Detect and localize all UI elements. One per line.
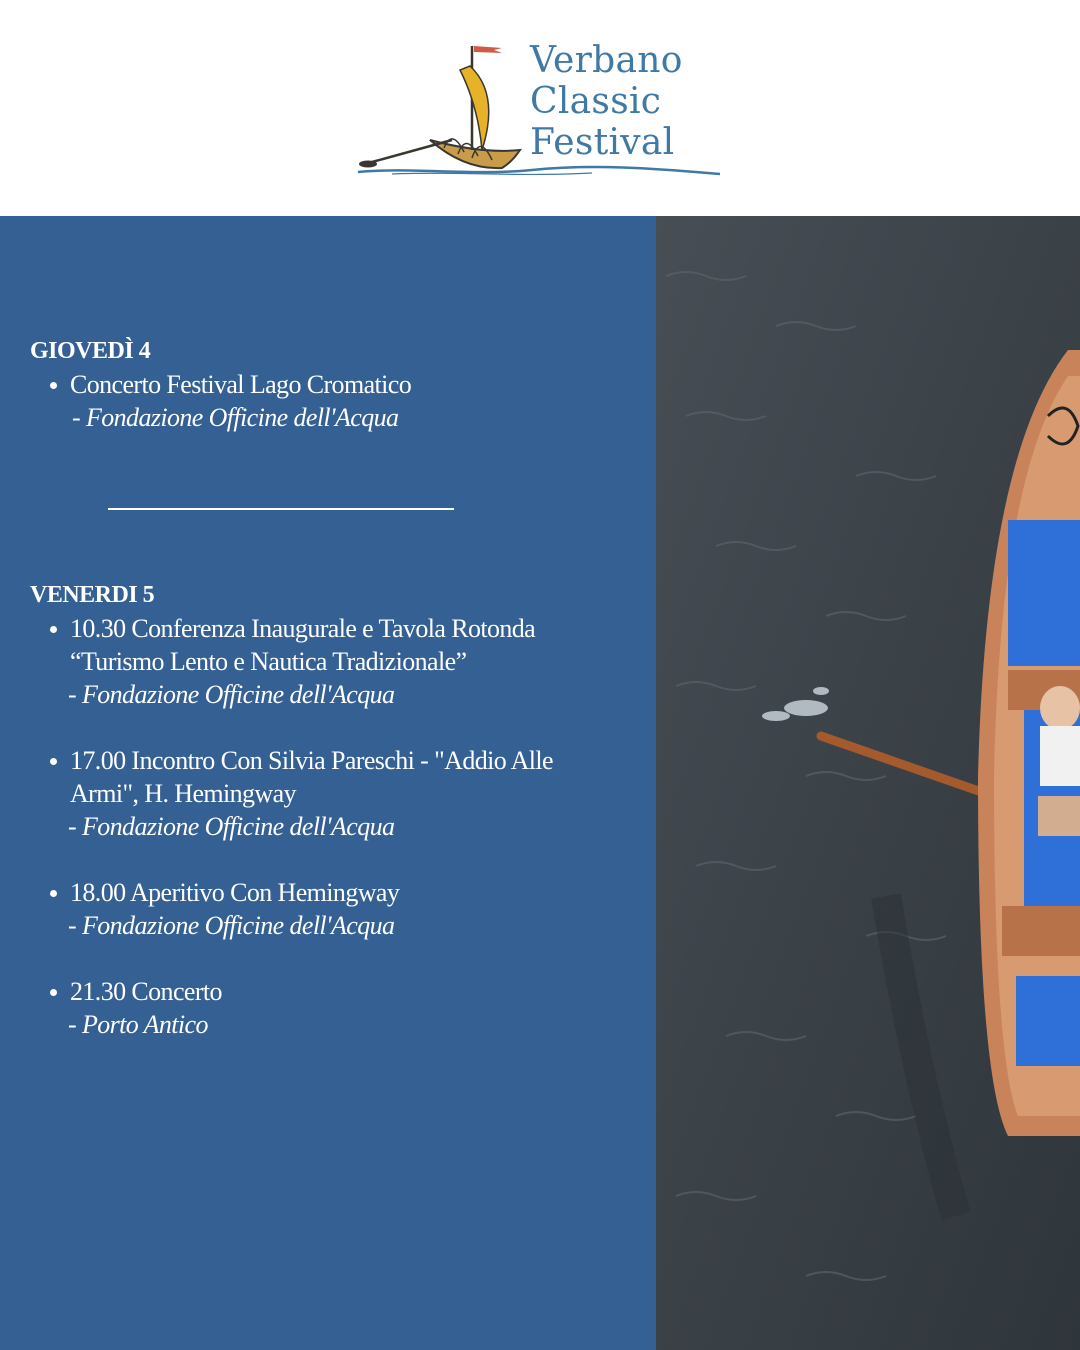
rowing-boat-photo [656,216,1080,1350]
event-item [70,612,640,711]
event-venue: - Fondazione Officine dell'Acqua [72,403,399,432]
event-item [70,975,640,1041]
event-title: 17.00 Incontro Con Silvia Pareschi - "Addio Alle [70,746,553,775]
event-venue: - Porto Antico [68,1010,208,1039]
event-item [70,744,640,843]
schedule-panel [0,216,656,1350]
event-venue: - Fondazione Officine dell'Acqua [68,911,395,940]
event-item [70,368,640,434]
logo-line-classic: Classic [530,81,662,122]
logo-wordmark [530,40,683,163]
boat-on-water-image [656,216,1080,1350]
section-divider [108,508,454,510]
event-title-continued: Armi", H. Hemingway [70,779,296,808]
event-title: Concerto Festival Lago Cromatico [70,370,412,399]
event-title-continued: “Turismo Lento e Nautica Tradizionale” [70,647,467,676]
logo-line-verbano: Verbano [530,40,683,81]
event-item [70,876,640,942]
day-heading-giovedi: GIOVEDÌ 4 [30,338,151,364]
event-venue: - Fondazione Officine dell'Acqua [68,812,395,841]
event-title: 10.30 Conferenza Inaugurale e Tavola Rotonda [70,614,536,643]
festival-logo [352,36,732,182]
logo-line-festival: Festival [530,122,675,163]
event-venue: - Fondazione Officine dell'Acqua [68,680,395,709]
day-heading-venerdi: VENERDI 5 [30,582,155,608]
header [0,0,1080,216]
event-title: 21.30 Concerto [70,977,222,1006]
event-title: 18.00 Aperitivo Con Hemingway [70,878,400,907]
